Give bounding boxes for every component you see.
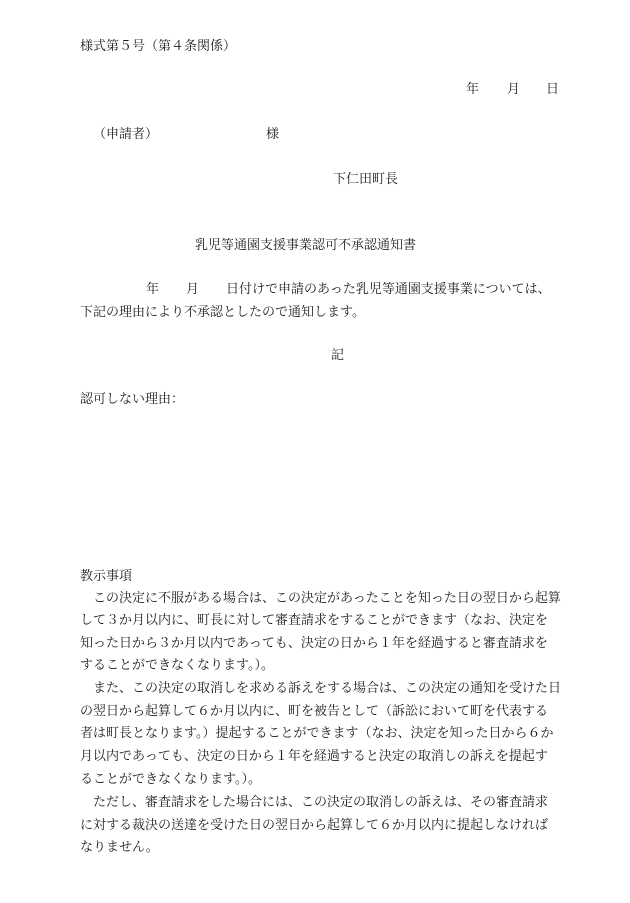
notice-line: ただし、審査請求をした場合には、この決定の取消しの訴えは、その審査請求 (80, 795, 549, 810)
body-year-label: 年 (146, 282, 160, 297)
body-month-label: 月 (186, 282, 200, 297)
notice-line: することができなくなります。）。 (80, 658, 274, 673)
notice-line: して３か月以内に、町長に対して審査請求をすることができます（なお、決定を (80, 613, 549, 628)
date-day-label: 日 (546, 82, 560, 97)
notice-line: なりません。 (80, 840, 159, 855)
notice-heading: 教示事項 (80, 569, 133, 584)
notice-line: 知った日から３か月以内であっても、決定の日から１年を経過すると審査請求を (80, 636, 548, 651)
notice-line: の翌日から起算して６か月以内に、町を被告として（訴訟において町を代表する (80, 704, 549, 719)
notice-line: ることができなくなります。）。 (80, 772, 261, 787)
issuer-name: 下仁田町長 (333, 172, 399, 187)
reason-label: 認可しない理由： (80, 392, 185, 407)
applicant-label: （申請者） (93, 127, 159, 142)
honorific-sama: 様 (266, 127, 280, 142)
document-title: 乳児等通園支援事業認可不承認通知書 (195, 238, 417, 253)
ki-heading: 記 (331, 348, 345, 363)
date-month-label: 月 (507, 82, 521, 97)
body-line1-text: 日付けで申請のあった乳児等通園支援事業については、 (226, 282, 551, 297)
notice-line: 月以内であっても、決定の日から１年を経過すると決定の取消しの訴えを提起す (80, 749, 548, 764)
form-number: 様式第５号（第４条関係） (80, 39, 237, 54)
body-line: 下記の理由により不承認としたので通知します。 (80, 305, 365, 320)
notice-line: この決定に不服がある場合は、この決定があったことを知った日の翌日から起算 (80, 591, 561, 606)
date-year-label: 年 (466, 82, 480, 97)
notice-line: に対する裁決の送達を受けた日の翌日から起算して６か月以内に提起しなければ (80, 818, 549, 833)
notice-line: 者は町長となります。）提起することができます（なお、決定を知った日から６か (80, 726, 554, 741)
notice-line: また、この決定の取消しを求める訴えをする場合は、この決定の通知を受けた日 (80, 681, 562, 696)
